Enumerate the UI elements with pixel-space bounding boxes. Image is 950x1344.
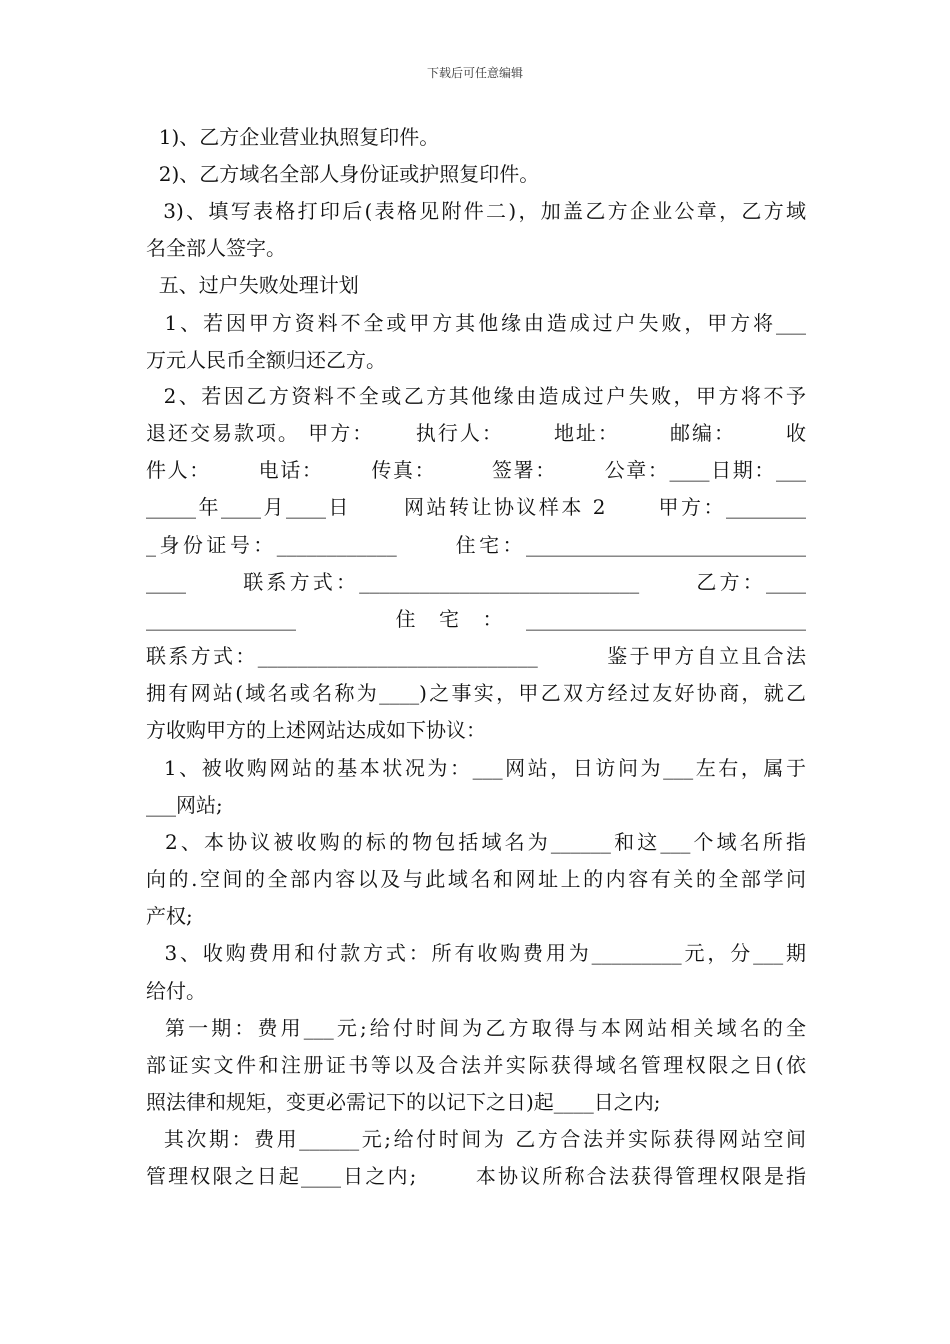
text-line: 万元人民币全额归还乙方。 — [146, 348, 386, 372]
text-line: 名全部人签字。 — [146, 236, 286, 260]
text-line: 1、被收购网站的基本状况为：___网站，日访问为___左右，属于 — [146, 756, 806, 780]
text-line: 其次期：费用______元;给付时间为 乙方合法并实际获得网站空间 — [146, 1127, 806, 1151]
text-line: 向的.空间的全部内容以及与此域名和网址上的内容有关的全部学问 — [146, 867, 806, 891]
text-line: ___网站; — [146, 793, 223, 817]
text-line: 3、收购费用和付款方式：所有收购费用为_________元，分___期 — [146, 941, 806, 965]
text-line: 2、若因乙方资料不全或乙方其他缘由造成过户失败，甲方将不予 — [146, 384, 806, 408]
text-line: 给付。 — [146, 979, 206, 1003]
text-line: 管理权限之日起____日之内; 本协议所称合法获得管理权限是指 — [146, 1164, 806, 1188]
text-line: _______________ 住 宅 ： ____________________________ — [146, 607, 806, 631]
text-line: 2)、乙方域名全部人身份证或护照复印件。 — [146, 162, 540, 186]
text-line: 1、若因甲方资料不全或甲方其他缘由造成过户失败，甲方将___ — [146, 311, 806, 335]
text-line: 退还交易款项。 甲方： 执行人： 地址： 邮编： 收 — [146, 421, 806, 445]
text-line: 照法律和规矩，变更必需记下的以记下之日)起____日之内; — [146, 1090, 661, 1114]
text-line: ____ 联系方式：____________________________ 乙方：____ — [146, 570, 806, 594]
text-line: 2、本协议被收购的标的物包括域名为______和这___个域名所指 — [146, 830, 806, 854]
text-line: 联系方式：____________________________ 鉴于甲方自立且合法 — [146, 644, 806, 668]
text-line: _____年____月____日 网站转让协议样本 2 甲方：________ — [146, 495, 806, 519]
text-line: 产权; — [146, 904, 193, 928]
text-line: 拥有网站(域名或名称为____)之事实，甲乙双方经过友好协商，就乙 — [146, 681, 806, 705]
text-line: 部证实文件和注册证书等以及合法并实际获得域名管理权限之日(依 — [146, 1053, 806, 1077]
section-heading: 五、过户失败处理计划 — [146, 273, 359, 297]
text-line: 件人： 电话： 传真： 签署： 公章：____日期：___ — [146, 458, 806, 482]
page-header: 下载后可任意编辑 — [426, 66, 523, 80]
text-line: 3)、填写表格打印后(表格见附件二)，加盖乙方企业公章，乙方域 — [146, 199, 806, 223]
text-line: 1)、乙方企业营业执照复印件。 — [146, 125, 440, 149]
text-line: 方收购甲方的上述网站达成如下协议： — [146, 718, 486, 742]
text-line: _身份证号：____________ 住宅：____________________________ — [146, 533, 806, 557]
text-line: 第一期：费用___元;给付时间为乙方取得与本网站相关域名的全 — [146, 1016, 806, 1040]
